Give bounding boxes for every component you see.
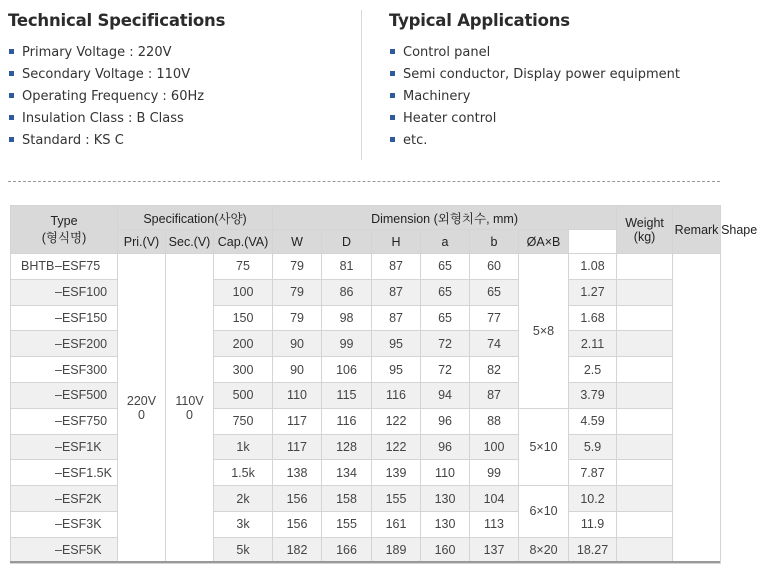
type-cell: –ESF500 <box>11 382 118 408</box>
d-cell: 81 <box>322 254 372 280</box>
table-header: Type (형식명) Specification(사양) Dimension (외형치수, mm) Weight (kg) Remark Shape Pri.(V) Sec.(V) Cap.(VA) W D H a b ØA×B <box>11 206 721 254</box>
h-cell: 189 <box>372 537 421 563</box>
type-cell: –ESF2K <box>11 486 118 512</box>
type-cell: –ESF3K <box>11 511 118 537</box>
cap-cell: 100 <box>214 279 273 305</box>
h-cell: 122 <box>372 408 421 434</box>
d-cell: 115 <box>322 382 372 408</box>
square-bullet-icon <box>9 137 14 142</box>
table-row <box>11 279 721 305</box>
h-cell: 139 <box>372 460 421 486</box>
col-oaxb-header: ØA×B <box>519 230 569 254</box>
b-cell: 82 <box>470 357 519 383</box>
weight-cell: 5.9 <box>569 434 617 460</box>
cap-cell: 75 <box>214 254 273 280</box>
specs-section <box>0 0 735 180</box>
b-cell: 99 <box>470 460 519 486</box>
cap-cell: 3k <box>214 511 273 537</box>
cap-cell: 500 <box>214 382 273 408</box>
type-cell: –ESF300 <box>11 357 118 383</box>
remark-cell <box>617 357 673 383</box>
d-cell: 155 <box>322 511 372 537</box>
h-cell: 116 <box>372 382 421 408</box>
remark-cell <box>617 382 673 408</box>
cap-cell: 750 <box>214 408 273 434</box>
remark-cell <box>617 460 673 486</box>
b-cell: 74 <box>470 331 519 357</box>
list-item: Standard : KS C <box>8 130 353 152</box>
remark-cell <box>617 408 673 434</box>
shape-cell <box>673 254 721 564</box>
remark-cell <box>617 254 673 280</box>
weight-cell: 1.68 <box>569 305 617 331</box>
h-cell: 122 <box>372 434 421 460</box>
square-bullet-icon <box>9 115 14 120</box>
weight-cell: 1.08 <box>569 254 617 280</box>
table-row <box>11 331 721 357</box>
type-cell: –ESF5K <box>11 537 118 563</box>
w-cell: 90 <box>273 331 322 357</box>
a-cell: 65 <box>421 279 470 305</box>
oaxb-cell: 5×8 <box>519 254 569 409</box>
type-cell: –ESF200 <box>11 331 118 357</box>
square-bullet-icon <box>390 115 395 120</box>
weight-cell: 4.59 <box>569 408 617 434</box>
col-d-header: D <box>322 230 372 254</box>
weight-cell: 2.11 <box>569 331 617 357</box>
list-item: Heater control <box>389 108 729 130</box>
w-cell: 79 <box>273 279 322 305</box>
applications-list <box>389 42 729 152</box>
w-cell: 79 <box>273 305 322 331</box>
b-cell: 100 <box>470 434 519 460</box>
a-cell: 110 <box>421 460 470 486</box>
h-cell: 161 <box>372 511 421 537</box>
d-cell: 86 <box>322 279 372 305</box>
remark-cell <box>617 486 673 512</box>
oaxb-cell: 5×10 <box>519 408 569 485</box>
col-h-header: H <box>372 230 421 254</box>
a-cell: 65 <box>421 254 470 280</box>
dashed-divider <box>8 181 720 182</box>
a-cell: 65 <box>421 305 470 331</box>
weight-cell: 10.2 <box>569 486 617 512</box>
b-cell: 87 <box>470 382 519 408</box>
cap-cell: 1k <box>214 434 273 460</box>
typical-applications <box>389 0 729 152</box>
b-cell: 113 <box>470 511 519 537</box>
d-cell: 116 <box>322 408 372 434</box>
w-cell: 90 <box>273 357 322 383</box>
type-cell: BHTB–ESF75 <box>11 254 118 280</box>
b-cell: 88 <box>470 408 519 434</box>
col-b-header: b <box>470 230 519 254</box>
weight-cell: 11.9 <box>569 511 617 537</box>
table-row <box>11 305 721 331</box>
table-bottom-border <box>10 561 720 563</box>
a-cell: 96 <box>421 434 470 460</box>
col-a-header: a <box>421 230 470 254</box>
square-bullet-icon <box>390 93 395 98</box>
table-row <box>11 537 721 563</box>
type-cell: –ESF1K <box>11 434 118 460</box>
list-item: Operating Frequency : 60Hz <box>8 86 353 108</box>
weight-cell: 18.27 <box>569 537 617 563</box>
weight-cell: 2.5 <box>569 357 617 383</box>
d-cell: 128 <box>322 434 372 460</box>
sec-voltage-cell: 110V 0 <box>166 254 214 564</box>
oaxb-cell: 6×10 <box>519 486 569 538</box>
list-item: Semi conductor, Display power equipment <box>389 64 729 86</box>
w-cell: 79 <box>273 254 322 280</box>
b-cell: 137 <box>470 537 519 563</box>
col-w-header: W <box>273 230 322 254</box>
a-cell: 160 <box>421 537 470 563</box>
col-weight-header: Weight (kg) <box>617 206 673 254</box>
pri-voltage-cell: 220V 0 <box>118 254 166 564</box>
w-cell: 156 <box>273 486 322 512</box>
tech-spec-title: Technical Specifications <box>8 11 226 30</box>
type-cell: –ESF750 <box>11 408 118 434</box>
weight-cell: 7.87 <box>569 460 617 486</box>
a-cell: 94 <box>421 382 470 408</box>
d-cell: 98 <box>322 305 372 331</box>
list-item: Secondary Voltage : 110V <box>8 64 353 86</box>
list-item: Primary Voltage : 220V <box>8 42 353 64</box>
h-cell: 87 <box>372 305 421 331</box>
a-cell: 130 <box>421 511 470 537</box>
d-cell: 99 <box>322 331 372 357</box>
list-item: Insulation Class : B Class <box>8 108 353 130</box>
cap-cell: 1.5k <box>214 460 273 486</box>
cap-cell: 2k <box>214 486 273 512</box>
col-specification-header: Specification(사양) <box>118 206 273 230</box>
a-cell: 130 <box>421 486 470 512</box>
list-item: Control panel <box>389 42 729 64</box>
square-bullet-icon <box>390 49 395 54</box>
table-body <box>11 254 721 564</box>
w-cell: 182 <box>273 537 322 563</box>
cap-cell: 300 <box>214 357 273 383</box>
b-cell: 77 <box>470 305 519 331</box>
weight-cell: 1.27 <box>569 279 617 305</box>
col-pri-header: Pri.(V) <box>118 230 166 254</box>
list-item: etc. <box>389 130 729 152</box>
col-type-header: Type (형식명) <box>11 206 118 254</box>
remark-cell <box>617 537 673 563</box>
table-row <box>11 357 721 383</box>
remark-cell <box>617 511 673 537</box>
h-cell: 87 <box>372 279 421 305</box>
type-cell: –ESF1.5K <box>11 460 118 486</box>
remark-cell <box>617 305 673 331</box>
a-cell: 72 <box>421 331 470 357</box>
h-cell: 95 <box>372 331 421 357</box>
applications-title: Typical Applications <box>389 11 570 30</box>
h-cell: 95 <box>372 357 421 383</box>
cap-cell: 200 <box>214 331 273 357</box>
w-cell: 117 <box>273 408 322 434</box>
col-cap-header: Cap.(VA) <box>214 230 273 254</box>
d-cell: 106 <box>322 357 372 383</box>
type-cell: –ESF100 <box>11 279 118 305</box>
type-cell: –ESF150 <box>11 305 118 331</box>
w-cell: 156 <box>273 511 322 537</box>
table-row <box>11 486 721 512</box>
square-bullet-icon <box>9 49 14 54</box>
remark-cell <box>617 331 673 357</box>
table-row <box>11 254 721 280</box>
column-divider <box>361 10 362 160</box>
col-dimension-header: Dimension (외형치수, mm) <box>273 206 617 230</box>
table-row <box>11 382 721 408</box>
cap-cell: 5k <box>214 537 273 563</box>
square-bullet-icon <box>390 137 395 142</box>
square-bullet-icon <box>9 93 14 98</box>
h-cell: 87 <box>372 254 421 280</box>
d-cell: 166 <box>322 537 372 563</box>
h-cell: 155 <box>372 486 421 512</box>
table-row <box>11 434 721 460</box>
col-remark-header: Remark <box>673 206 721 254</box>
table-row <box>11 460 721 486</box>
remark-cell <box>617 279 673 305</box>
w-cell: 110 <box>273 382 322 408</box>
cap-cell: 150 <box>214 305 273 331</box>
b-cell: 65 <box>470 279 519 305</box>
table-row <box>11 511 721 537</box>
a-cell: 72 <box>421 357 470 383</box>
b-cell: 60 <box>470 254 519 280</box>
table-row <box>11 408 721 434</box>
list-item: Machinery <box>389 86 729 108</box>
oaxb-cell: 8×20 <box>519 537 569 563</box>
w-cell: 138 <box>273 460 322 486</box>
tech-spec-list <box>8 42 353 152</box>
spec-table <box>10 205 757 564</box>
d-cell: 134 <box>322 460 372 486</box>
w-cell: 117 <box>273 434 322 460</box>
weight-cell: 3.79 <box>569 382 617 408</box>
technical-specifications <box>8 0 353 152</box>
square-bullet-icon <box>390 71 395 76</box>
remark-cell <box>617 434 673 460</box>
a-cell: 96 <box>421 408 470 434</box>
b-cell: 104 <box>470 486 519 512</box>
d-cell: 158 <box>322 486 372 512</box>
square-bullet-icon <box>9 71 14 76</box>
col-sec-header: Sec.(V) <box>166 230 214 254</box>
